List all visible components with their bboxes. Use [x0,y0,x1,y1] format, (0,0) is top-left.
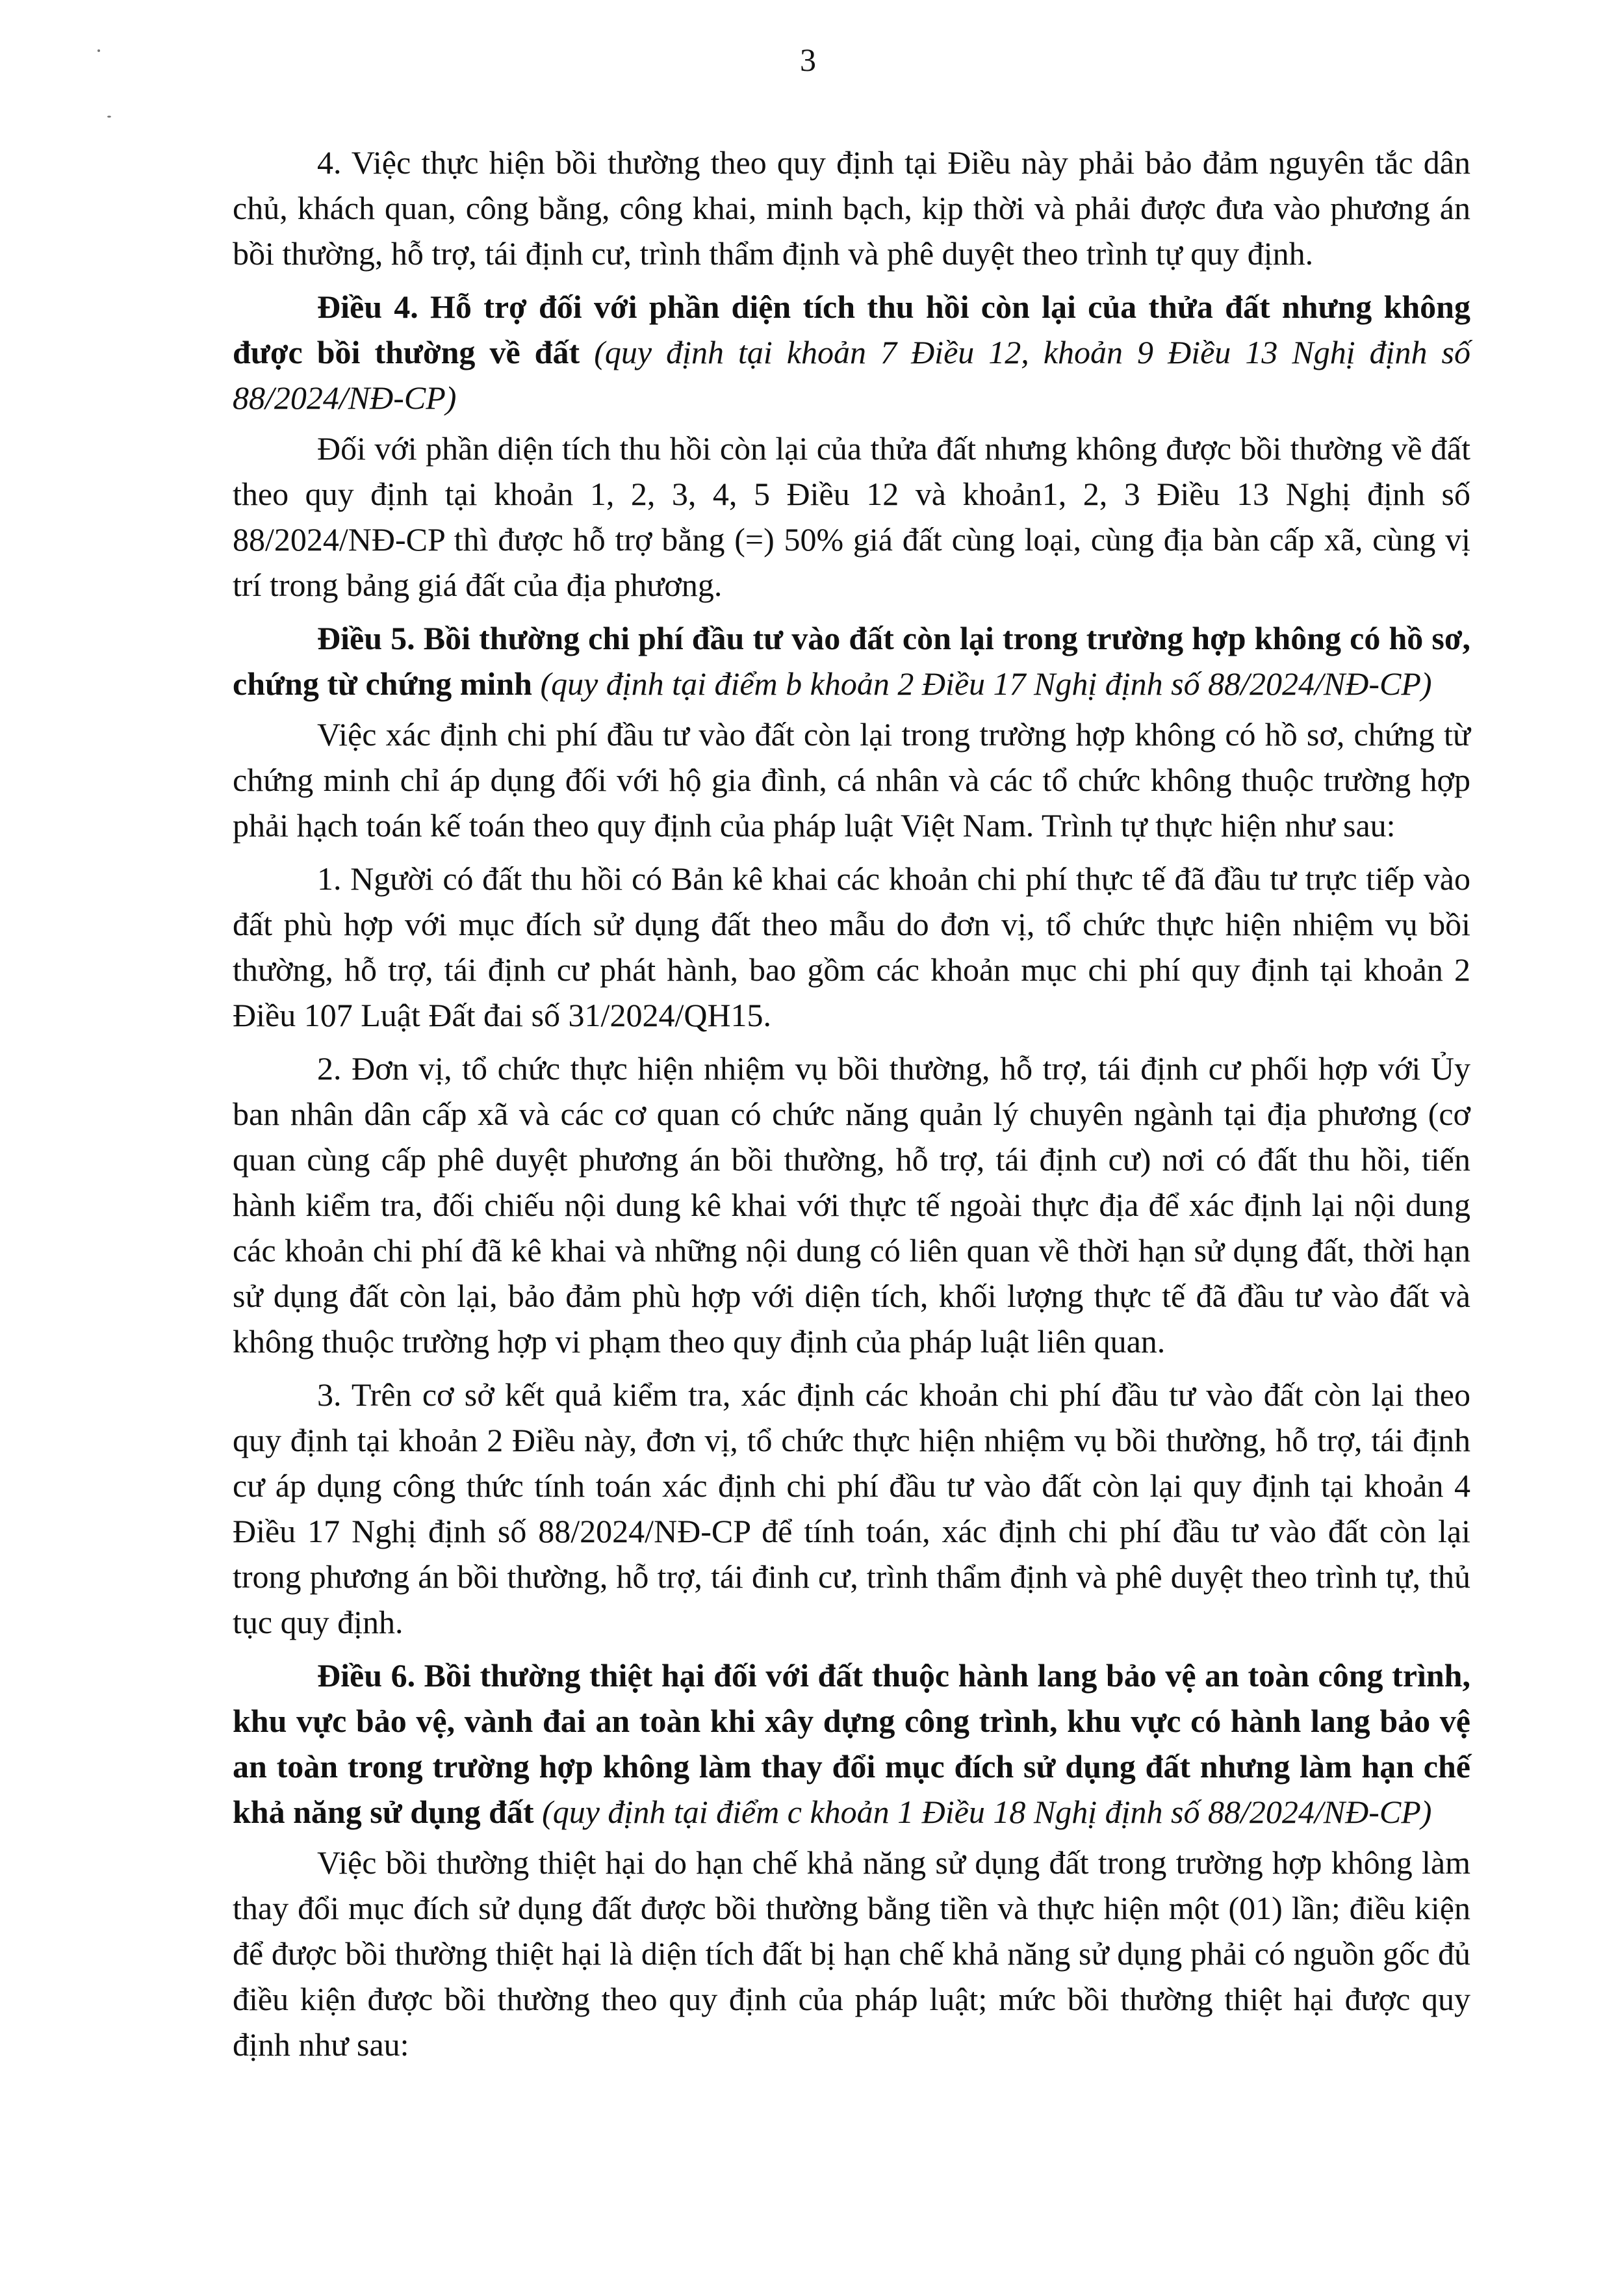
body-paragraph: Việc bồi thường thiệt hại do hạn chế khả năng sử dụng đất trong trường hợp không làm thay đổi mục đích sử dụng đất được bồi thường bằng tiền và thực hiện một (01) lần; điều kiện để được bồi thường thiệt hại là diện tích đất bị hạn chế khả năng sử dụng phải có nguồn gốc đủ điều kiện được bồi thường theo quy định của pháp luật; mức bồi thường thiệt hại được quy định như sau: [233,1844,1470,2063]
body-paragraph: Việc xác định chi phí đầu tư vào đất còn lại trong trường hợp không có hồ sơ, chứng từ chứng minh chỉ áp dụng đối với hộ gia đình, cá nhân và các tổ chức không thuộc trường hợp phải hạch toán kế toán theo quy định của pháp luật Việt Nam. Trình tự thực hiện như sau: [233,716,1470,844]
document-body [233,140,1470,2075]
article-title: Điều 5. Bồi thường chi phí đầu tư vào đất còn lại trong trường hợp không có hồ sơ, chứng từ chứng minh [233,620,1470,702]
body-paragraph: 3. Trên cơ sở kết quả kiểm tra, xác định các khoản chi phí đầu tư vào đất còn lại theo quy định tại khoản 2 Điều này, đơn vị, tổ chức thực hiện nhiệm vụ bồi thường, hỗ trợ, tái định cư áp dụng công thức tính toán xác định chi phí đầu tư vào đất còn lại quy định tại khoản 4 Điều 17 Nghị định số 88/2024/NĐ-CP để tính toán, xác định chi phí đầu tư vào đất còn lại trong phương án bồi thường, hỗ trợ, tái đinh cư, trình thẩm định và phê duyệt theo trình tự, thủ tục quy định. [233,1376,1470,1640]
body-paragraph: 2. Đơn vị, tổ chức thực hiện nhiệm vụ bồi thường, hỗ trợ, tái định cư phối hợp với Ủy ban nhân dân cấp xã và các cơ quan có chức năng quản lý chuyên ngành tại địa phương (cơ quan cùng cấp phê duyệt phương án bồi thường, hỗ trợ, tái định cư) nơi có đất thu hồi, tiến hành kiểm tra, đối chiếu nội dung kê khai với thực tế ngoài thực địa để xác định lại nội dung các khoản chi phí đã kê khai và những nội dung có liên quan về thời hạn sử dụng đất, thời hạn sử dụng đất còn lại, bảo đảm phù hợp với diện tích, khối lượng thực tế đã đầu tư vào đất và không thuộc trường hợp vi phạm theo quy định của pháp luật liên quan. [233,1050,1470,1360]
body-paragraph: 4. Việc thực hiện bồi thường theo quy định tại Điều này phải bảo đảm nguyên tắc dân chủ, khách quan, công bằng, công khai, minh bạch, kịp thời và phải được đưa vào phương án bồi thường, hỗ trợ, tái định cư, trình thẩm định và phê duyệt theo trình tự quy định. [233,144,1470,272]
page-number: 3 [800,42,816,78]
article-heading [233,284,1470,420]
body-paragraph: 1. Người có đất thu hồi có Bản kê khai các khoản chi phí thực tế đã đầu tư trực tiếp vào đất phù hợp với mục đích sử dụng đất theo mẫu do đơn vị, tổ chức thực hiện nhiệm vụ bồi thường, hỗ trợ, tái định cư phát hành, bao gồm các khoản mục chi phí quy định tại khoản 2 Điều 107 Luật Đất đai số 31/2024/QH15. [233,860,1470,1033]
article-title: Điều 4. Hỗ trợ đối với phần diện tích thu hồi còn lại của thửa đất nhưng không được bồi thường về đất [233,289,1470,370]
body-paragraph: Đối với phần diện tích thu hồi còn lại của thửa đất nhưng không được bồi thường về đất theo quy định tại khoản 1, 2, 3, 4, 5 Điều 12 và khoản1, 2, 3 Điều 13 Nghị định số 88/2024/NĐ-CP thì được hỗ trợ bằng (=) 50% giá đất cùng loại, cùng địa bàn cấp xã, cùng vị trí trong bảng giá đất của địa phương. [233,430,1470,603]
article-heading [233,615,1470,706]
scan-speck [107,116,111,118]
article-reference: (quy định tại điểm b khoản 2 Điều 17 Nghị định số 88/2024/NĐ-CP) [540,665,1432,702]
article-title: Điều 6. Bồi thường thiệt hại đối với đất thuộc hành lang bảo vệ an toàn công trình, khu vực bảo vệ, vành đai an toàn khi xây dựng công trình, khu vực có hành lang bảo vệ an toàn trong trường hợp không làm thay đổi mục đích sử dụng đất nhưng làm hạn chế khả năng sử dụng đất [233,1657,1470,1830]
article-reference: (quy định tại khoản 7 Điều 12, khoản 9 Điều 13 Nghị định số 88/2024/NĐ-CP) [233,334,1471,416]
article-heading [233,1653,1470,1835]
article-reference: (quy định tại điểm c khoản 1 Điều 18 Nghị định số 88/2024/NĐ-CP) [542,1794,1432,1830]
